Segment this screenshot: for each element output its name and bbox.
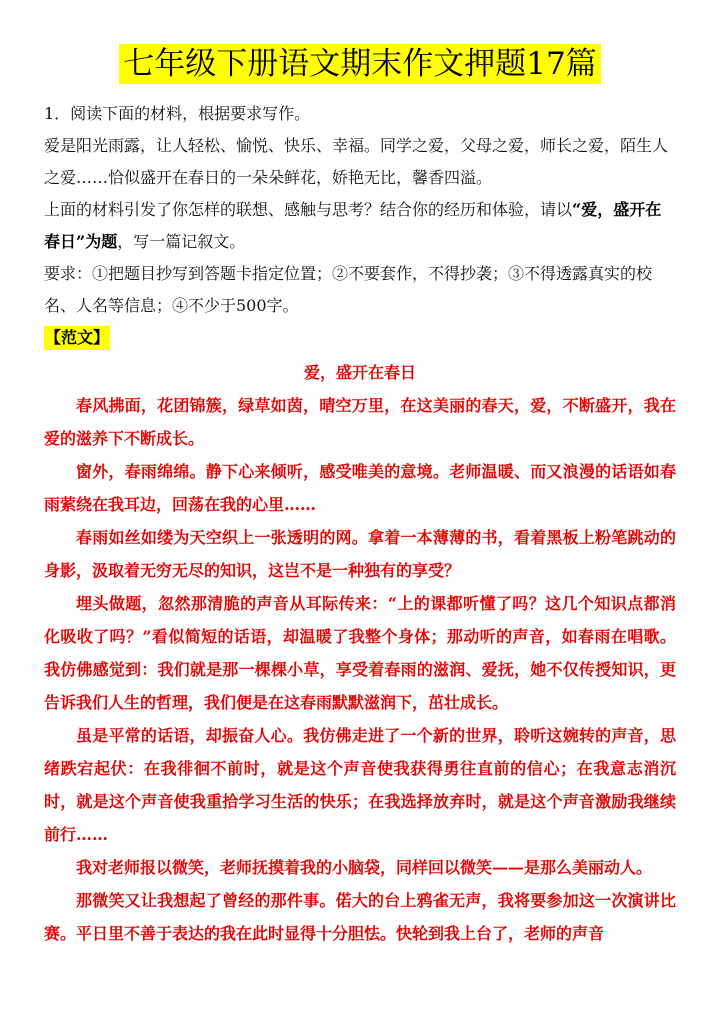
prompt-question-bold: “爱，盛开在春日”为题 [44,200,662,251]
essay-paragraph: 春风拂面，花团锦簇，绿草如茵，晴空万里，在这美丽的春天，爱，不断盛开，我在爱的滋养下不断成长。 [44,396,676,448]
essay-paragraph: 那微笑又让我想起了曾经的那件事。偌大的台上鸦雀无声，我将要参加这一次演讲比赛。平日里不善于表达的我在此时显得十分胆怯。快轮到我上台了，老师的声音 [44,891,676,943]
fanwen-row [44,322,676,354]
essay [44,356,676,950]
prompt-question-before: 上面的材料引发了你怎样的联想、感触与思考？结合你的经历和体验，请以 [44,200,573,219]
document-title: 七年级下册语文期末作文押题17篇 [119,44,600,84]
prompt-requirements: 要求：①把题目抄写到答题卡指定位置；②不要套作，不得抄袭；③不得透露真实的校名、人名等信息；④不少于500字。 [44,264,653,315]
essay-paragraph: 我对老师报以微笑，老师抚摸着我的小脑袋，同样回以微笑——是那么美丽动人。 [76,858,653,877]
fanwen-label: 【范文】 [44,326,110,350]
essay-paragraph: 埋头做题，忽然那清脆的声音从耳际传来：“上的课都听懂了吗？这几个知识点都消化吸收了吗？”看似简短的话语，却温暖了我整个身体；那动听的声音，如春雨在唱歌。我仿佛感觉到：我们就是那一棵棵小草，享受着春雨的滋润、爱抚，她不仅传授知识，更告诉我们人生的哲理，我们便是在这春雨默默滋润下，茁壮成长。 [44,594,676,712]
prompt-question-after: ，写一篇记叙文。 [117,232,246,251]
essay-paragraph: 窗外，春雨绵绵。静下心来倾听，感受唯美的意境。老师温暖、而又浪漫的话语如春雨萦绕在我耳边，回荡在我的心里…… [44,462,676,514]
prompt-question [44,194,676,258]
prompt-line1: 1．阅读下面的材料，根据要求写作。 [44,104,311,123]
essay-title: 爱，盛开在春日 [303,363,416,382]
essay-paragraph: 春雨如丝如缕为天空织上一张透明的网。拿着一本薄薄的书，看着黑板上粉笔跳动的身影，汲取着无穷无尽的知识，这岂不是一种独有的享受？ [44,528,676,580]
document-body [44,98,676,950]
essay-paragraph: 虽是平常的话语，却振奋人心。我仿佛走进了一个新的世界，聆听这婉转的声音，思绪跌宕起伏：在我徘徊不前时，就是这个声音使我获得勇往直前的信心；在我意志消沉时，就是这个声音使我重拾学习生活的快乐；在我选择放弃时，就是这个声音激励我继续前行…… [44,726,676,844]
prompt-material: 爱是阳光雨露，让人轻松、愉悦、快乐、幸福。同学之爱，父母之爱，师长之爱，陌生人之爱……恰似盛开在春日的一朵朵鲜花，娇艳无比，馨香四溢。 [44,136,669,187]
title-wrapper [0,44,720,84]
